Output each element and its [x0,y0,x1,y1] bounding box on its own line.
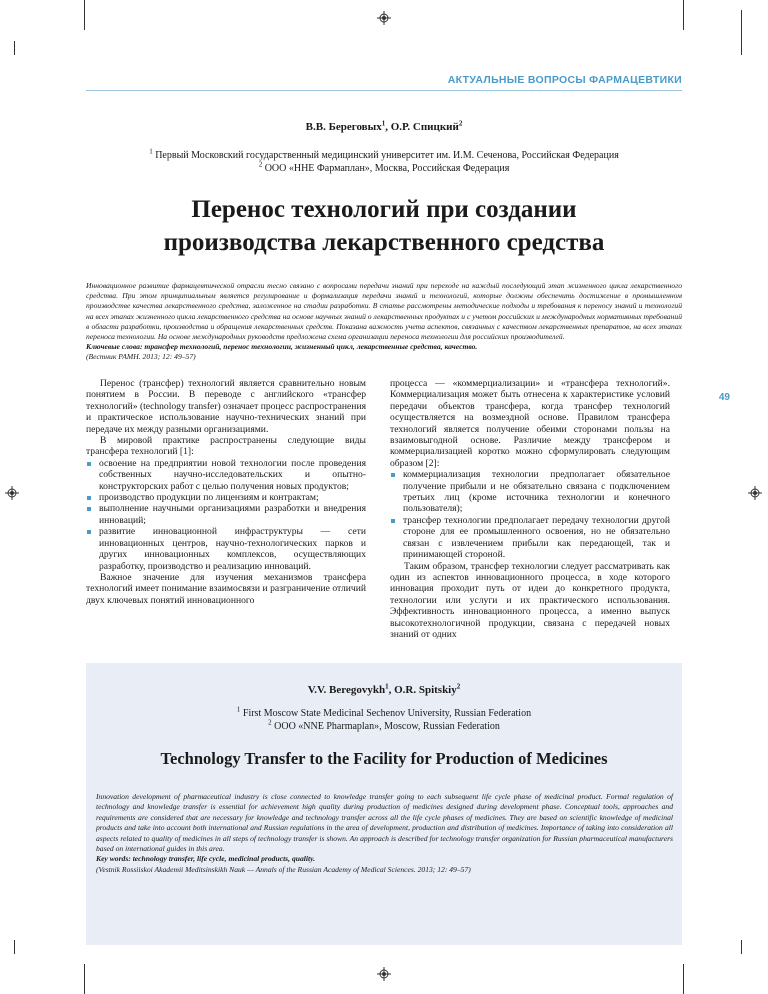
paragraph: процесса — «коммерциализации» и «трансфера технологий». Коммерциализация может быть отнесена к характеристике условий передачи объектов трансфера, когда трансфер технологий осуществляется на возмездной основе. Правилом трансфера технологий является получение обеими сторонами пользы на взаимовыгодной основе. Различие между трансфером и коммерциализацией коротко можно сформулировать следующим образом [2]: [390,378,670,469]
aff-index: 2 [258,160,263,169]
author-aff-index: 1 [385,682,389,691]
registration-mark-icon [748,486,762,500]
list-item: развитие инновационной инфраструктуры — сети инновационных центров, научно-технологических парков и других инновационных комплексов, осуществляющих разработку, производство и реализацию инноваций. [86,526,366,572]
paragraph: В мировой практике распространены следующие виды трансфера технологий [1]: [86,435,366,458]
list-item: коммерциализация технологии предполагает обязательное получение прибыли и не обязательно связана с подключением третьих лиц (кроме источника технологии и конечного пользователя); [390,469,670,515]
affiliation-en [0,705,768,719]
crop-mark [741,10,742,55]
body-column-right [390,378,670,640]
affiliation-en [0,718,768,732]
affiliation-text: First Moscow State Medicinal Sechenov University, Russian Federation [242,708,532,719]
bullet-list [86,458,366,572]
title-line: производства лекарственного средства [163,229,605,256]
citation: (Vestnik Rossiiskoi Akademii Meditsinskikh Nauk — Annals of the Russian Academy of Medical Sciences. 2013; 12: 49–57) [96,864,471,874]
affiliation-ru [0,147,768,161]
authors-ru: В.В. Береговых$^1$, О.Р. Спицкий$^2$ [305,119,463,133]
keywords: Ключевые слова: трансфер технологий, перенос технологии, жизненный цикл, лекарственные средства, качество. [86,342,478,352]
bullet-list [390,469,670,560]
abstract-en [96,792,673,875]
header-divider [86,90,682,91]
crop-mark [683,0,684,30]
aff-index: 1 [236,705,241,714]
affiliation-text: ООО «ННЕ Фармаплан», Москва, Российская Федерация [264,163,510,174]
registration-mark-icon [5,486,19,500]
affiliation-text: Первый Московский государственный медицинский университет им. И.М. Сеченова, Российская Федерация [155,150,619,161]
author-name: В.В. Береговых [305,121,382,133]
crop-mark [741,940,742,954]
authors-en: V.V. Beregovykh$^1$, O.R. Spitskiy$^2$ [307,682,461,696]
page-number: 49 [718,392,730,403]
title-line: Перенос технологий при создании [191,196,577,223]
registration-mark-icon [377,967,391,981]
registration-mark-icon [377,11,391,25]
author-name: O.R. Spitskiy [394,684,457,696]
list-item: трансфер технологии предполагает передачу технологии другой стороне для ее промышленного освоения, но не обязательно связан с извлечением прибыли как передающей, так и принимающей стороной. [390,515,670,561]
aff-index: 1 [149,147,153,156]
article-title-ru [0,193,768,259]
author-aff-index: 2 [456,682,461,691]
section-rubric: АКТУАЛЬНЫЕ ВОПРОСЫ ФАРМАЦЕВТИКИ [447,74,682,86]
crop-mark [84,0,85,30]
keywords: Key words: technology transfer, life cycle, medicinal products, quality. [96,854,316,864]
list-item: выполнение научными организациями разработки и внедрения инноваций; [86,503,366,526]
body-column-left [86,378,366,606]
crop-mark [683,964,684,994]
affiliation-text: OOO «NNE Pharmaplan», Moscow, Russian Federation [274,721,500,732]
affiliation-ru [0,160,768,174]
author-name: V.V. Beregovykh [307,684,386,696]
aff-index: 2 [268,718,272,727]
article-title-en: Technology Transfer to the Facility for Production of Medicines [160,749,608,768]
author-name: О.Р. Спицкий [390,121,459,133]
abstract-text: Innovation development of pharmaceutical industry is close connected to knowledge transfer going to each subsequent life cycle phase of medicinal product. Formal regulation of technology and knowledge transfer is essential for achievement high quality during production of medicines designed during development phase. Conceptual tools, approaches and requirements are considered that are necessary for knowledge and technology transfer across all the life cycle phases of medicines. They are based on scientific knowledge of medicinal products and take into account both international and Russian regulations in the area of development, production and distribution of medicines. Importance of taking into consideration all aspects related to quality of medicines in all steps of technology transfer is shown. An approach is described for technology transfer organization for Russian pharmaceutical manufacturers based on international guides in this area. [96,792,673,854]
crop-mark [14,41,15,55]
list-item: освоение на предприятии новой технологии после проведения собственных научно-исследовательских и опытно-конструкторских работ с целью получения новых продуктов; [86,458,366,492]
citation: (Вестник РАМН. 2013; 12: 49–57) [86,352,196,362]
list-item: производство продукции по лицензиям и контрактам; [86,492,366,503]
abstract-ru [86,281,682,363]
paragraph: Важное значение для изучения механизмов трансфера технологий имеет понимание взаимосвязи и разграничение отличий двух ключевых понятий инновационного [86,571,366,606]
author-aff-index: 1 [381,119,386,128]
abstract-text: Инновационное развитие фармацевтической отрасли тесно связано с вопросами передачи знаний при переходе на каждый последующий этап жизненного цикла лекарственного средства. При этом принципиальным является регулирование и формализация передачи знаний и технологий, которые должны обеспечить достижение в промышленном производстве качества лекарственного средства, заложенное на стадии разработки. В статье рассмотрены методические подходы и требования к переносу знаний и технологий на всех этапах жизненного цикла лекарственного средства на основе научных знаний о лекарственных продуктах и с учетом российских и международных нормативных требований в области разработки, производства и обращения лекарственных средств. Показана важность учета аспектов, связанных с качеством лекарственных препаратов, на всех этапах переноса технологии. На основе международных руководств предложена схема организации переноса технологии для российских производителей. [86,281,682,342]
crop-mark [84,964,85,994]
paragraph: Перенос (трансфер) технологий является сравнительно новым понятием в России. В переводе с английского «трансфер технологий» (technology transfer) означает процесс распространения и практическое использование научно-технических знаний при передаче их между разными организациями. [86,378,366,435]
paragraph: Таким образом, трансфер технологии следует рассматривать как один из аспектов инновационного процесса, в ходе которого инновация проходит путь от идеи до конкретного продукта, технологии или услуги и их практического использования. Эффективность инновационного процесса, а именно выпуск высокотехнологичной продукции, связана с передачей новых знаний от одних [390,560,670,640]
crop-mark [14,940,15,954]
author-aff-index: 2 [458,119,463,128]
